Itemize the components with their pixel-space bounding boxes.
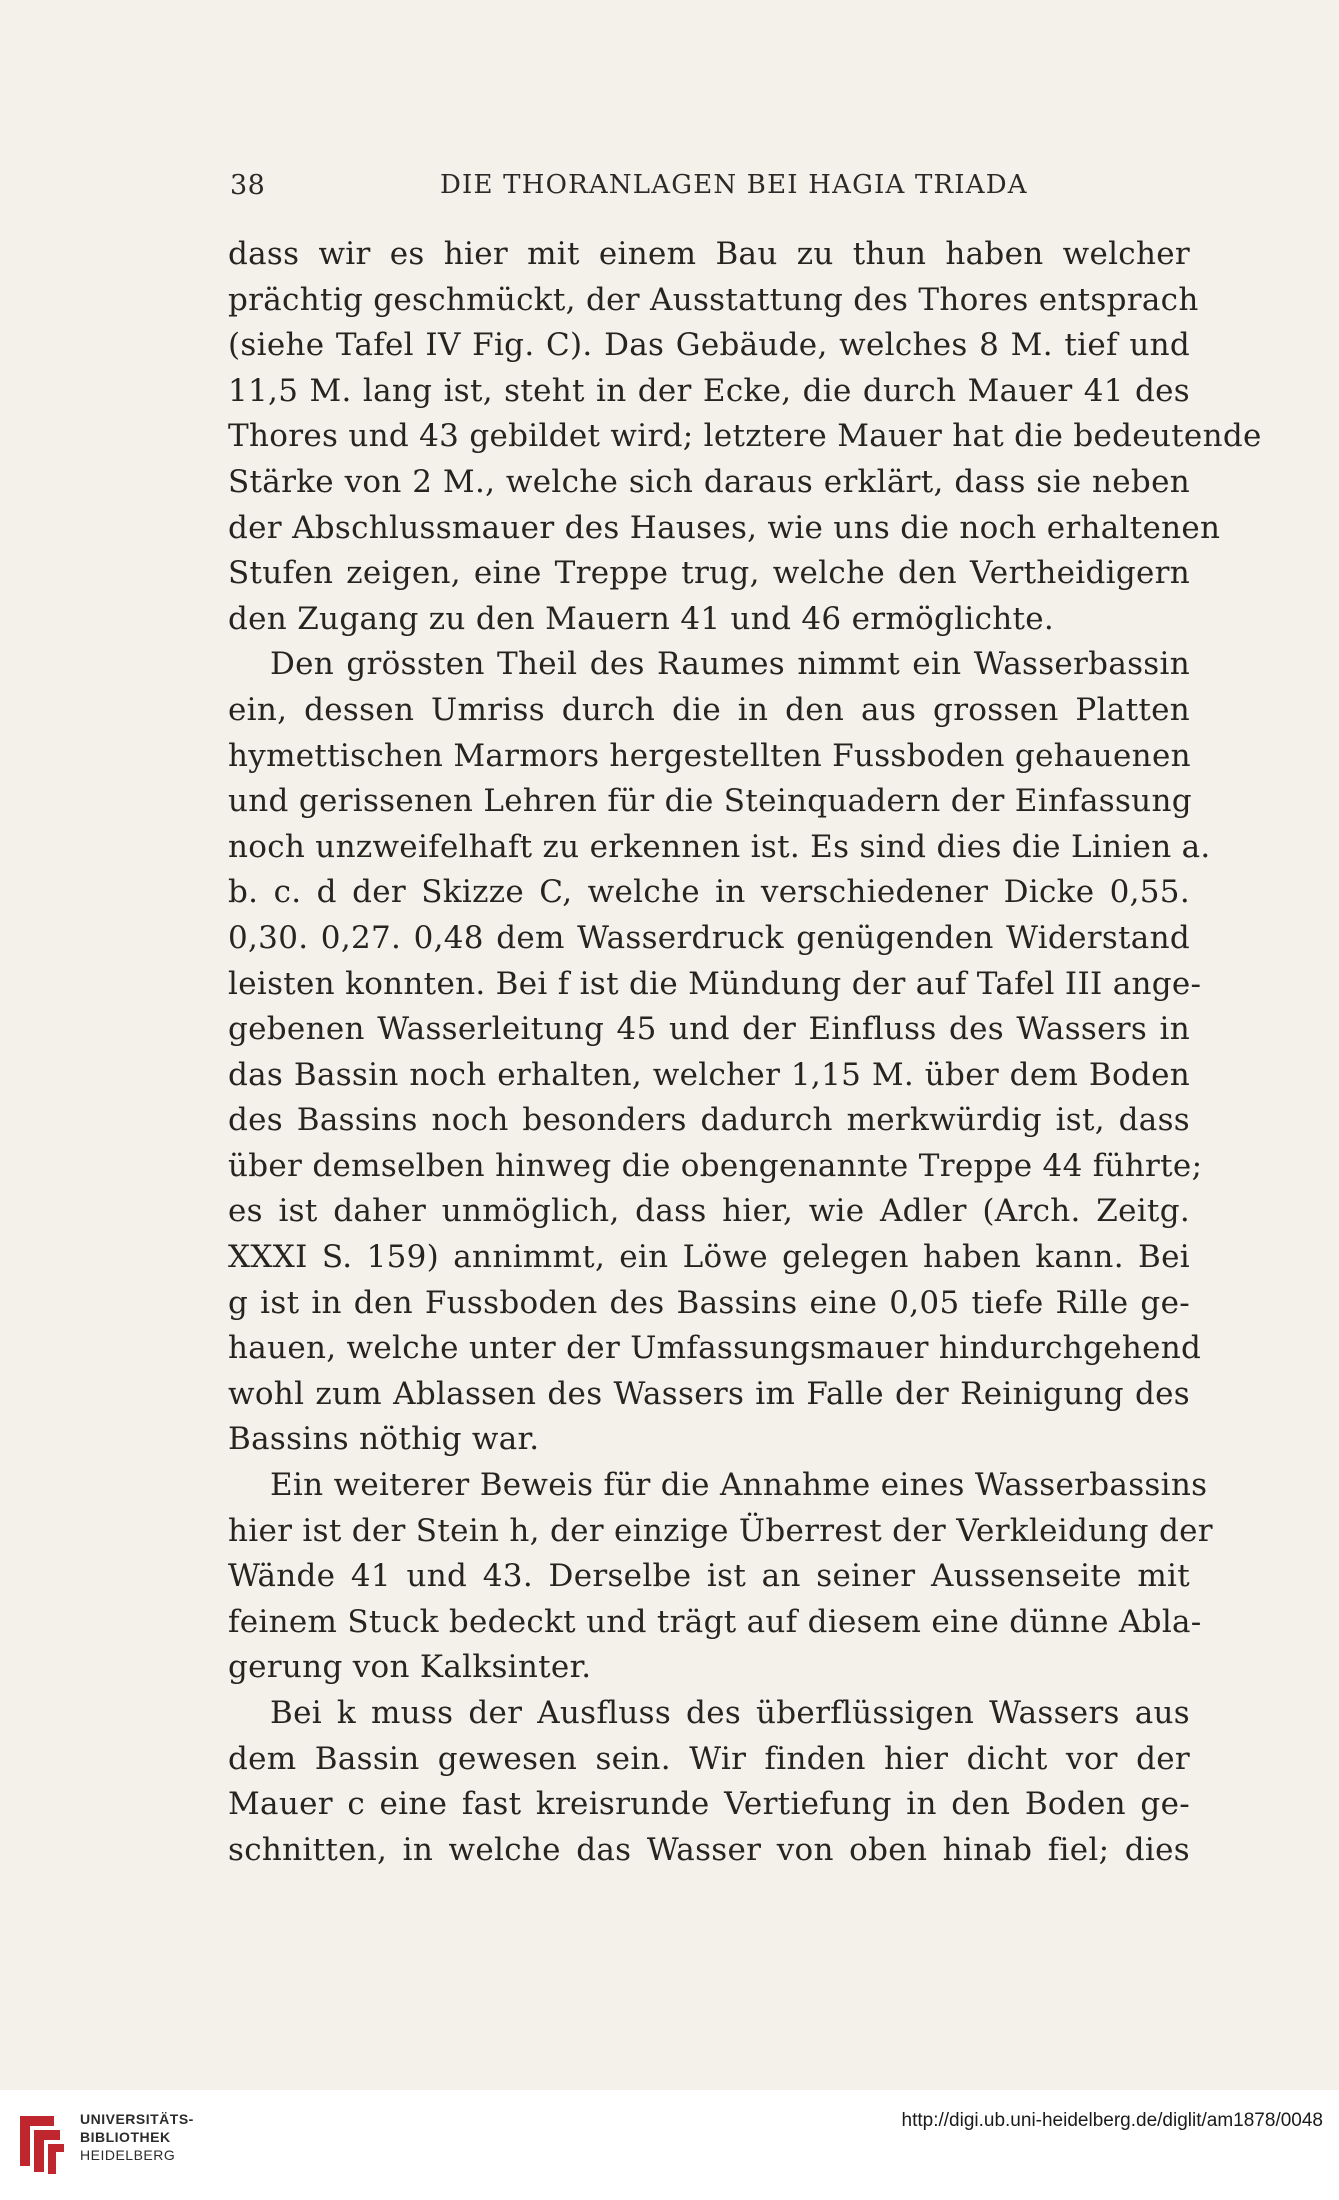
text-line: hymettischen Marmors hergestellten Fussboden gehauenen — [228, 737, 1191, 774]
text-line: prächtig geschmückt, der Ausstattung des Thores entsprach — [228, 281, 1199, 318]
text-line: noch unzweifelhaft zu erkennen ist. Es sind dies die Linien a. — [228, 828, 1211, 865]
library-name — [80, 2110, 194, 2164]
text-line: Wände 41 und 43. Derselbe ist an seiner Aussenseite mit — [228, 1558, 1190, 1595]
library-line-1: UNIVERSITÄTS- — [80, 2111, 194, 2127]
text-line: Bei k muss der Ausfluss des überflüssigen Wassers aus — [270, 1695, 1190, 1731]
text-line: der Abschlussmauer des Hauses, wie uns die noch erhaltenen — [228, 509, 1221, 546]
text-line: 0,30. 0,27. 0,48 dem Wasserdruck genügenden Widerstand — [228, 919, 1190, 956]
text-line: leisten konnten. Bei f ist die Mündung der auf Tafel III ange- — [228, 965, 1202, 1002]
text-line: über demselben hinweg die obengenannte Treppe 44 führte; — [228, 1147, 1203, 1184]
page-header — [230, 170, 1190, 210]
text-line: hier ist der Stein h, der einzige Überrest der Verkleidung der — [228, 1512, 1213, 1549]
text-line: dem Bassin gewesen sein. Wir finden hier dicht vor der — [228, 1740, 1190, 1777]
text-line: den Zugang zu den Mauern 41 und 46 ermöglichte. — [228, 600, 1055, 637]
text-line: gebenen Wasserleitung 45 und der Einfluss des Wassers in — [228, 1011, 1190, 1048]
text-line: es ist daher unmöglich, dass hier, wie Adler (Arch. Zeitg. — [228, 1193, 1190, 1230]
text-line: wohl zum Ablassen des Wassers im Falle der Reinigung des — [228, 1375, 1190, 1412]
text-line: Stärke von 2 M., welche sich daraus erklärt, dass sie neben — [228, 463, 1190, 500]
text-line: feinem Stuck bedeckt und trägt auf diesem eine dünne Abla- — [228, 1603, 1202, 1640]
text-line: Mauer c eine fast kreisrunde Vertiefung in den Boden ge- — [228, 1786, 1190, 1823]
text-line: gerung von Kalksinter. — [228, 1649, 592, 1686]
text-line: dass wir es hier mit einem Bau zu thun haben welcher — [228, 236, 1190, 272]
text-line: Bassins nöthig war. — [228, 1421, 540, 1458]
page-footer — [0, 2090, 1339, 2200]
text-line: Thores und 43 gebildet wird; letztere Mauer hat die bedeutende — [228, 418, 1262, 455]
text-line: Den grössten Theil des Raumes nimmt ein Wasserbassin — [270, 646, 1190, 683]
text-line: hauen, welche unter der Umfassungsmauer hindurchgehend — [228, 1330, 1202, 1367]
text-line: Ein weiterer Beweis für die Annahme eines Wasserbassins — [270, 1467, 1208, 1504]
library-line-3: HEIDELBERG — [80, 2147, 176, 2163]
text-line: Stufen zeigen, eine Treppe trug, welche den Vertheidigern — [228, 555, 1190, 592]
text-line: b. c. d der Skizze C, welche in verschiedener Dicke 0,55. — [228, 874, 1190, 911]
text-line: ein, dessen Umriss durch die in den aus grossen Platten — [228, 691, 1190, 728]
text-line: das Bassin noch erhalten, welcher 1,15 M. über dem Boden — [228, 1056, 1190, 1093]
page-number: 38 — [230, 170, 266, 201]
running-head: DIE THORANLAGEN BEI HAGIA TRIADA — [440, 170, 1028, 200]
text-line: XXXI S. 159) annimmt, ein Löwe gelegen haben kann. Bei — [228, 1239, 1190, 1276]
text-line: und gerissenen Lehren für die Steinquadern der Einfassung — [228, 783, 1192, 820]
university-library-logo-icon — [14, 2112, 66, 2176]
text-line: schnitten, in welche das Wasser von oben hinab fiel; dies — [228, 1831, 1190, 1868]
text-line: g ist in den Fussboden des Bassins eine 0,05 tiefe Rille ge- — [228, 1284, 1190, 1321]
body-text — [228, 232, 1262, 1873]
source-url-link[interactable]: http://digi.ub.uni-heidelberg.de/diglit/am1878/0048 — [901, 2110, 1323, 2131]
text-line: des Bassins noch besonders dadurch merkwürdig ist, dass — [228, 1102, 1190, 1139]
library-line-2: BIBLIOTHEK — [80, 2129, 171, 2145]
text-line: 11,5 M. lang ist, steht in der Ecke, die durch Mauer 41 des — [228, 372, 1190, 409]
text-line: (siehe Tafel IV Fig. C). Das Gebäude, welches 8 M. tief und — [228, 327, 1190, 364]
